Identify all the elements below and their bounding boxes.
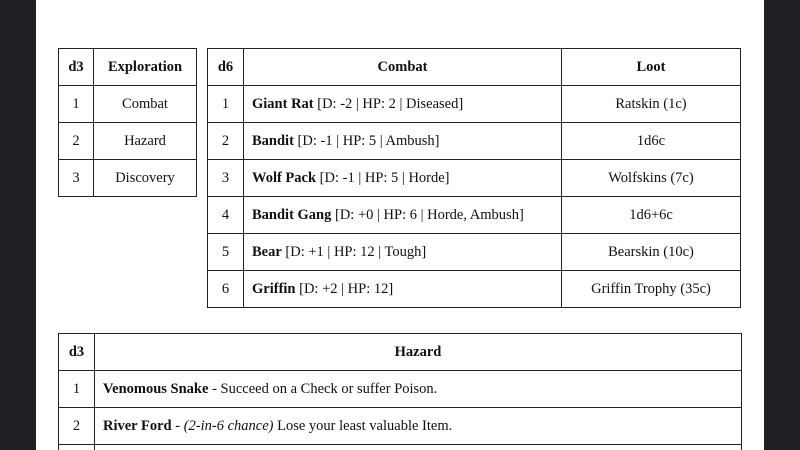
table-row xyxy=(59,408,742,445)
roll-cell: 2 xyxy=(59,408,95,445)
hazard-cell xyxy=(95,445,742,450)
column-header: d3 xyxy=(59,49,94,86)
loot-cell: Wolfskins (7c) xyxy=(562,160,741,197)
monster-stats: [D: -1 | HP: 5 | Horde] xyxy=(319,169,450,186)
table-row xyxy=(59,371,742,408)
result-cell: Discovery xyxy=(94,160,197,197)
hazard-table xyxy=(58,333,742,450)
roll-cell: 3 xyxy=(208,160,244,197)
table-row xyxy=(208,197,741,234)
monster-cell xyxy=(244,123,562,160)
roll-cell: 5 xyxy=(208,234,244,271)
monster-stats: [D: +2 | HP: 12] xyxy=(299,280,394,297)
loot-cell: 1d6c xyxy=(562,123,741,160)
table-row xyxy=(208,271,741,308)
monster-name: Giant Rat xyxy=(252,95,314,112)
table-header-row xyxy=(59,49,197,86)
table-row xyxy=(59,445,742,450)
column-header: Loot xyxy=(562,49,741,86)
roll-cell xyxy=(59,445,95,450)
table-row xyxy=(59,86,197,123)
monster-cell xyxy=(244,160,562,197)
loot-cell: Bearskin (10c) xyxy=(562,234,741,271)
monster-cell xyxy=(244,271,562,308)
monster-stats: [D: +0 | HP: 6 | Horde, Ambush] xyxy=(335,206,524,223)
monster-name: Wolf Pack xyxy=(252,169,317,186)
column-header: Exploration xyxy=(94,49,197,86)
table-row xyxy=(208,123,741,160)
roll-cell: 1 xyxy=(208,86,244,123)
column-header: d3 xyxy=(59,334,95,371)
loot-cell: Griffin Trophy (35c) xyxy=(562,271,741,308)
monster-cell xyxy=(244,234,562,271)
result-cell: Hazard xyxy=(94,123,197,160)
exploration-table xyxy=(58,48,197,197)
combat-table xyxy=(207,48,741,308)
result-cell: Combat xyxy=(94,86,197,123)
loot-cell: Ratskin (1c) xyxy=(562,86,741,123)
monster-name: Bandit xyxy=(252,132,294,149)
column-header: d6 xyxy=(208,49,244,86)
roll-cell: 2 xyxy=(59,123,94,160)
roll-cell: 2 xyxy=(208,123,244,160)
monster-stats: [D: +1 | HP: 12 | Tough] xyxy=(285,243,427,260)
hazard-text: Succeed on a Check or suffer Poison. xyxy=(220,380,438,397)
hazard-name: Venomous Snake xyxy=(103,380,209,397)
monster-name: Bear xyxy=(252,243,282,260)
roll-cell: 6 xyxy=(208,271,244,308)
monster-name: Griffin xyxy=(252,280,296,297)
table-header-row xyxy=(208,49,741,86)
monster-cell xyxy=(244,86,562,123)
loot-cell: 1d6+6c xyxy=(562,197,741,234)
roll-cell: 4 xyxy=(208,197,244,234)
hazard-cell: River Ford - (2-in-6 chance) Lose your least valuable Item. xyxy=(95,408,742,445)
table-row xyxy=(59,123,197,160)
monster-cell xyxy=(244,197,562,234)
column-header: Hazard xyxy=(95,334,742,371)
table-row xyxy=(208,160,741,197)
document-page xyxy=(36,0,764,450)
left-dark-margin xyxy=(0,0,36,450)
roll-cell: 1 xyxy=(59,371,95,408)
table-row xyxy=(208,86,741,123)
monster-name: Bandit Gang xyxy=(252,206,332,223)
right-dark-margin xyxy=(764,0,800,450)
hazard-name: River Ford xyxy=(103,417,172,434)
roll-cell: 1 xyxy=(59,86,94,123)
monster-stats: [D: -2 | HP: 2 | Diseased] xyxy=(317,95,464,112)
table-header-row xyxy=(59,334,742,371)
column-header: Combat xyxy=(244,49,562,86)
monster-stats: [D: -1 | HP: 5 | Ambush] xyxy=(297,132,440,149)
hazard-chance: (2-in-6 chance) xyxy=(183,417,274,434)
roll-cell: 3 xyxy=(59,160,94,197)
table-row xyxy=(59,160,197,197)
hazard-text: Lose your least valuable Item. xyxy=(277,417,453,434)
hazard-cell: Venomous Snake - Succeed on a Check or suffer Poison. xyxy=(95,371,742,408)
table-row xyxy=(208,234,741,271)
